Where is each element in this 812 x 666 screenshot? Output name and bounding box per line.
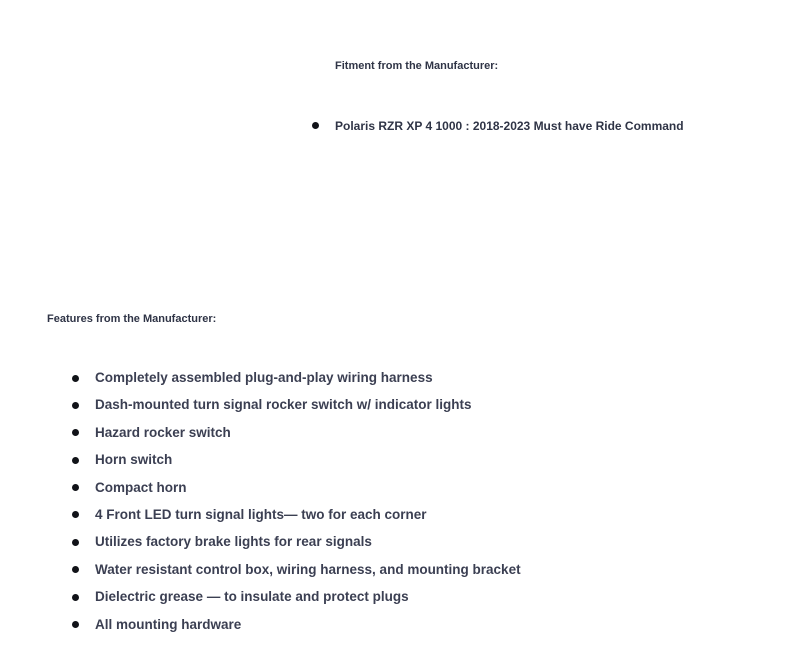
fitment-list [312, 118, 684, 134]
bullet-icon [72, 429, 79, 436]
feature-item-text: Completely assembled plug-and-play wiring harness [95, 370, 433, 385]
bullet-icon [72, 375, 79, 382]
feature-item-text: Utilizes factory brake lights for rear signals [95, 534, 372, 550]
feature-item-text: Horn switch [95, 452, 173, 468]
list-item [72, 507, 521, 534]
feature-item-text: 4 Front LED turn signal lights— two for each corner [95, 506, 427, 522]
features-list [72, 370, 521, 644]
feature-item-text: Dielectric grease — to insulate and protect plugs [95, 589, 409, 605]
bullet-icon [72, 402, 79, 409]
list-item [72, 425, 521, 452]
list-item [72, 397, 521, 424]
list-item [72, 562, 521, 589]
bullet-icon [72, 566, 79, 573]
fitment-heading: Fitment from the Manufacturer: [335, 60, 499, 72]
list-item [72, 617, 521, 644]
feature-item-text: Hazard rocker switch [95, 424, 231, 440]
list-item [72, 370, 521, 397]
fitment-item-text: Polaris RZR XP 4 1000 : 2018-2023 Must have Ride Command [335, 119, 684, 133]
list-item [72, 452, 521, 479]
bullet-icon [72, 621, 79, 628]
list-item [312, 118, 684, 134]
bullet-icon [72, 511, 79, 518]
feature-item-text: Compact horn [95, 479, 187, 495]
feature-item-text: Dash-mounted turn signal rocker switch w/ indicator lights [95, 397, 472, 413]
list-item [72, 480, 521, 507]
bullet-icon [312, 122, 319, 129]
list-item [72, 534, 521, 561]
bullet-icon [72, 594, 79, 601]
feature-item-text: Water resistant control box, wiring harness, and mounting bracket [95, 561, 521, 577]
list-item [72, 589, 521, 616]
bullet-icon [72, 484, 79, 491]
feature-item-text: All mounting hardware [95, 616, 242, 632]
bullet-icon [72, 457, 79, 464]
features-heading: Features from the Manufacturer: [47, 313, 217, 325]
bullet-icon [72, 539, 79, 546]
